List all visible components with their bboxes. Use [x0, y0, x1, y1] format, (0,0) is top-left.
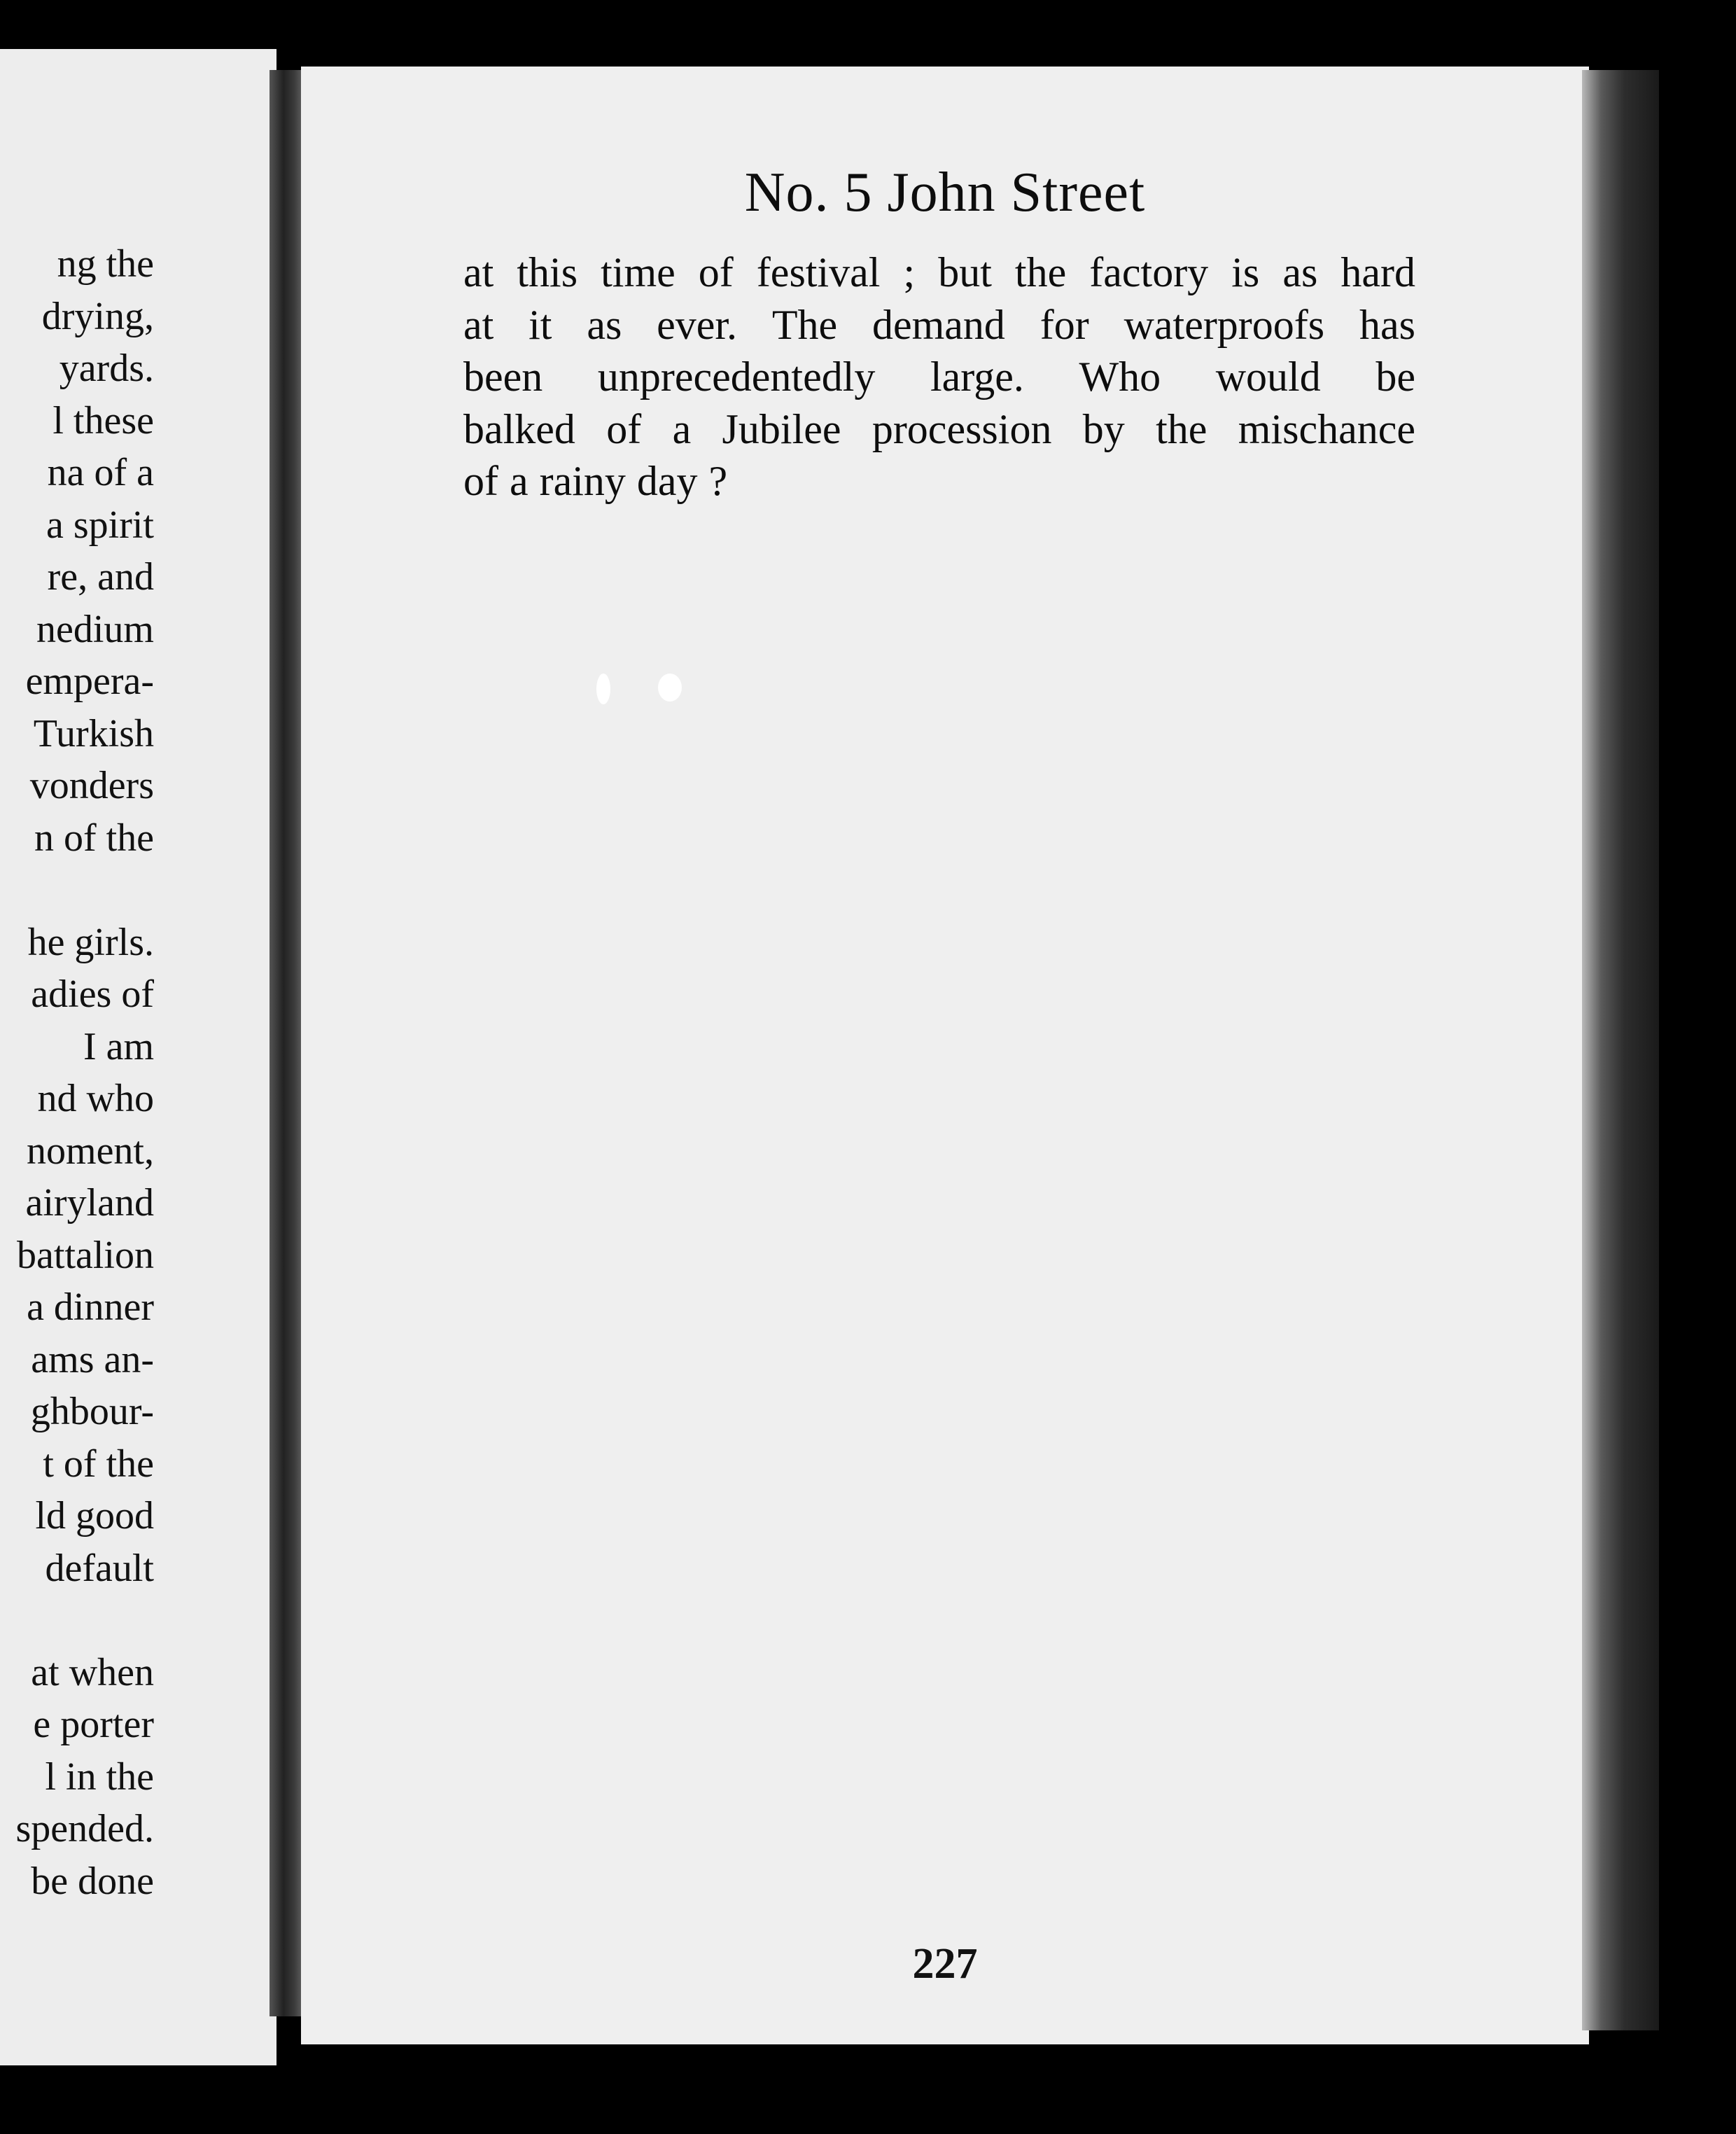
body-word: has [1359, 301, 1415, 348]
page-number: 227 [912, 1940, 978, 1988]
body-line [463, 403, 1415, 456]
body-word: a [672, 405, 692, 452]
left-page-line: he girls. [27, 920, 154, 964]
body-word: of [698, 249, 734, 295]
left-page-line: empera- [25, 660, 154, 703]
body-line [463, 246, 1415, 299]
body-word: at [463, 249, 494, 295]
page-edges [1582, 70, 1659, 2030]
left-page-line: l these [52, 398, 154, 442]
body-word: but [938, 249, 992, 295]
body-word: it [528, 301, 552, 348]
body-word: mischance [1238, 405, 1415, 452]
body-word: Jubilee [722, 405, 841, 452]
body-word: at [463, 301, 494, 348]
left-page-line: noment, [27, 1129, 154, 1173]
left-page-line: Turkish [33, 711, 154, 755]
left-page-line: e porter [33, 1703, 154, 1746]
scan-speck [658, 674, 682, 702]
body-word: unprecedentedly [597, 354, 876, 400]
body-word: time [601, 249, 676, 295]
body-word: day [636, 458, 698, 504]
body-word: this [517, 249, 578, 295]
body-word: The [771, 301, 838, 348]
left-page-line: a dinner [27, 1285, 154, 1329]
body-word: would [1215, 354, 1321, 400]
body-word: been [463, 354, 543, 400]
body-word: waterproofs [1124, 301, 1325, 348]
body-word: procession [872, 405, 1052, 452]
body-word: as [587, 301, 622, 348]
left-page-line: re, and [47, 555, 154, 599]
body-word: ; [903, 249, 916, 295]
body-word: hard [1340, 249, 1415, 295]
left-page-line: na of a [47, 451, 154, 494]
body-word: for [1040, 301, 1089, 348]
left-page-line: a spirit [46, 503, 154, 547]
body-word: of [606, 405, 642, 452]
left-page-line: nd who [37, 1077, 154, 1120]
left-page-line: I am [83, 1024, 154, 1068]
left-page-line: be done [31, 1859, 154, 1903]
body-word: festival [756, 249, 881, 295]
left-page-line: at when [31, 1650, 154, 1694]
running-head: No. 5 John Street [744, 162, 1146, 223]
body-word: large. [930, 354, 1024, 400]
body-word: of [463, 458, 498, 504]
body-text [463, 246, 1415, 508]
body-word: Who [1079, 354, 1161, 400]
body-word: factory [1089, 249, 1209, 295]
left-page-line: drying, [41, 294, 154, 338]
left-page-line: battalion [17, 1233, 154, 1277]
left-page-line [0, 1594, 154, 1647]
left-page-line: yards. [59, 347, 154, 390]
left-page-line: l in the [45, 1755, 154, 1799]
left-page-line: n of the [34, 816, 154, 860]
left-page-line: t of the [43, 1442, 154, 1486]
body-line [463, 455, 1415, 508]
left-page [0, 49, 276, 2065]
body-word: demand [872, 301, 1005, 348]
body-word: ever. [657, 301, 738, 348]
book-gutter [270, 70, 304, 2016]
left-page-line: spended. [15, 1807, 154, 1850]
scan-speck [596, 674, 610, 704]
body-word: by [1082, 405, 1125, 452]
body-word: rainy [539, 458, 626, 504]
body-word: be [1376, 354, 1415, 400]
left-page-line: ng the [57, 242, 154, 286]
left-page-text [0, 238, 154, 1907]
body-word: a [509, 458, 528, 504]
left-page-line: ams an- [31, 1337, 154, 1381]
body-word: is [1231, 249, 1260, 295]
body-word: as [1282, 249, 1318, 295]
left-page-line: vonders [29, 764, 154, 807]
body-word: balked [463, 405, 575, 452]
left-page-line [0, 864, 154, 916]
body-word: ? [708, 458, 728, 504]
body-line [463, 299, 1415, 351]
body-word: the [1156, 405, 1208, 452]
left-page-line: adies of [31, 972, 154, 1016]
left-page-line: ld good [35, 1494, 154, 1537]
body-word: the [1014, 249, 1067, 295]
left-page-line: ghbour- [30, 1390, 154, 1433]
left-page-line: nedium [36, 607, 154, 651]
left-page-line: airyland [25, 1181, 154, 1225]
left-page-line: default [45, 1546, 154, 1590]
body-line [463, 351, 1415, 403]
